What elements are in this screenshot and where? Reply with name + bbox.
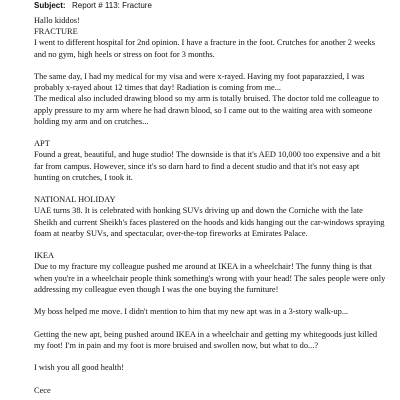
ikea-heading: IKEA <box>34 251 55 261</box>
apt-heading: APT <box>34 139 50 149</box>
fracture-paragraph-2-block <box>34 71 386 127</box>
fracture-paragraph-2: The same day, I had my medical for my visa and were x-rayed. Having my foot paparazzied, I was probably x-rayed about 12 times that day! Radiation is coming from me... <box>34 72 365 93</box>
ikea-section <box>34 250 386 295</box>
holiday-heading: NATIONAL HOLIDAY <box>34 195 116 205</box>
apt-section <box>34 138 386 183</box>
subject-label: Subject: <box>34 1 66 10</box>
ikea-paragraph-3: Getting the new apt, being pushed around IKEA in a wheelchair and getting my whitegoods just killed my foot! I'm in pain and my foot is more bruised and swollen now, but what to do...? <box>34 329 378 350</box>
fracture-paragraph-1: I went to different hospital for 2nd opinion. I have a fracture in the foot. Crutches for another 2 weeks and no gym, high heels or stress on foot for 3 months. <box>34 38 376 59</box>
closing-line: I wish you all good health! <box>34 363 125 373</box>
subject-line <box>34 1 386 11</box>
greeting: Hallo kiddos! <box>34 16 80 25</box>
fracture-heading: FRACTURE <box>34 27 78 37</box>
holiday-paragraph: UAE turns 38. It is celebrated with honking SUVs driving up and down the Corniche with the late Sheikh and current Sheikh's faces plastered on the hoods and kids hanging out the car-windows spraying foam at nearby SUVs, and spectacular, over-the-top fireworks at Emirates Palace. <box>34 206 385 238</box>
letter-body <box>34 15 386 396</box>
fracture-section <box>34 15 386 60</box>
signature: Cece <box>34 385 51 395</box>
ikea-paragraph-1: Due to my fracture my colleague pushed me around at IKEA in a wheelchair! The funny thing is that when you're in a wheelchair people think something's wrong with your head! The sales people were only addressing my colleague even though I was the one buying the furniture! <box>34 262 386 294</box>
ikea-paragraph-2: My boss helped me move. I didn't mention to him that my new apt was in a 3-story walk-up... <box>34 307 349 317</box>
fracture-paragraph-3: The medical also included drawing blood so my arm is totally bruised. The doctor told me colleague to apply pressure to my arm where he had drawn blood, so I came out to the waiting area with someone holding my arm and on crutches... <box>34 94 379 126</box>
holiday-section <box>34 194 386 239</box>
apt-paragraph: Found a great, beautiful, and huge studio! The downside is that it's AED 10,000 too expensive and a bit far from campus. However, since it's so darn hard to find a decent studio and that it's not easy apt hunting on crutches, I took it. <box>34 150 381 182</box>
subject-value: Report # 113: Fracture <box>72 1 152 10</box>
